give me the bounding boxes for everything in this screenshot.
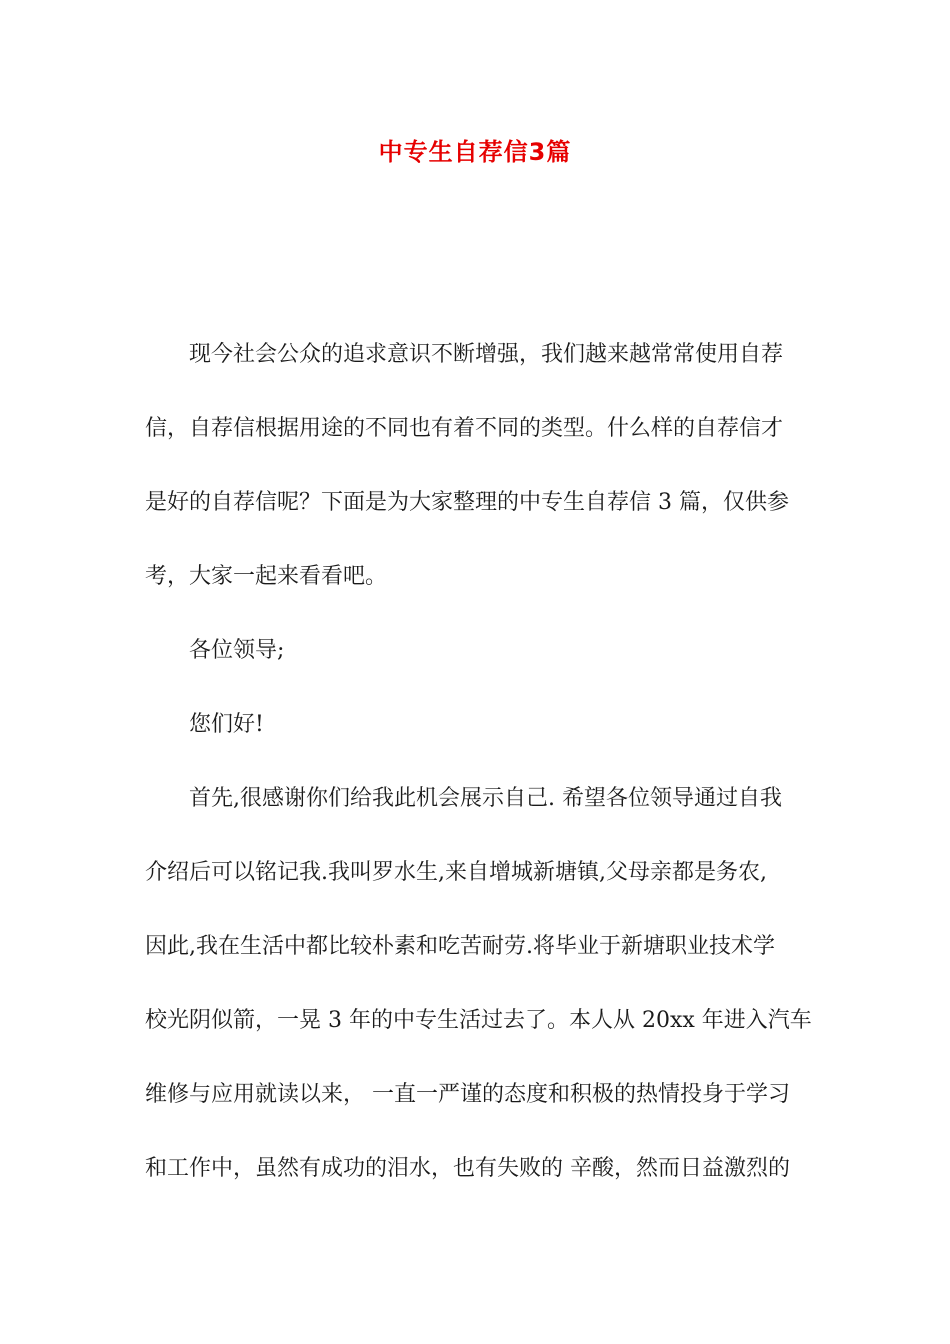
paragraph-line: 考，大家一起来看看吧。 [145, 564, 388, 589]
document-body [145, 318, 810, 1206]
paragraph-line: 校光阴似箭，一晃 3 年的中专生活过去了。本人从 20xx 年进入汽车 [145, 1008, 812, 1033]
paragraph-line: 是好的自荐信呢？下面是为大家整理的中专生自荐信 3 篇，仅供参 [145, 490, 789, 515]
paragraph-line: 信，自荐信根据用途的不同也有着不同的类型。什么样的自荐信才 [145, 416, 784, 441]
salutation-line: 各位领导; [189, 638, 285, 663]
paragraph-line: 因此,我在生活中都比较朴素和吃苦耐劳.将毕业于新塘职业技术学 [145, 934, 775, 959]
greeting-line: 您们好! [189, 712, 264, 737]
paragraph-line: 和工作中，虽然有成功的泪水，也有失败的 辛酸，然而日益激烈的 [145, 1156, 790, 1181]
document-title: 中专生自荐信3篇 [378, 138, 572, 166]
paragraph-line: 介绍后可以铭记我.我叫罗水生,来自增城新塘镇,父母亲都是务农, [145, 860, 767, 885]
paragraph-line: 首先,很感谢你们给我此机会展示自己. 希望各位领导通过自我 [189, 786, 782, 811]
paragraph-line: 现今社会公众的追求意识不断增强，我们越来越常常使用自荐 [189, 342, 784, 367]
paragraph-line: 维修与应用就读以来， 一直一严谨的态度和积极的热情投身于学习 [145, 1082, 790, 1107]
